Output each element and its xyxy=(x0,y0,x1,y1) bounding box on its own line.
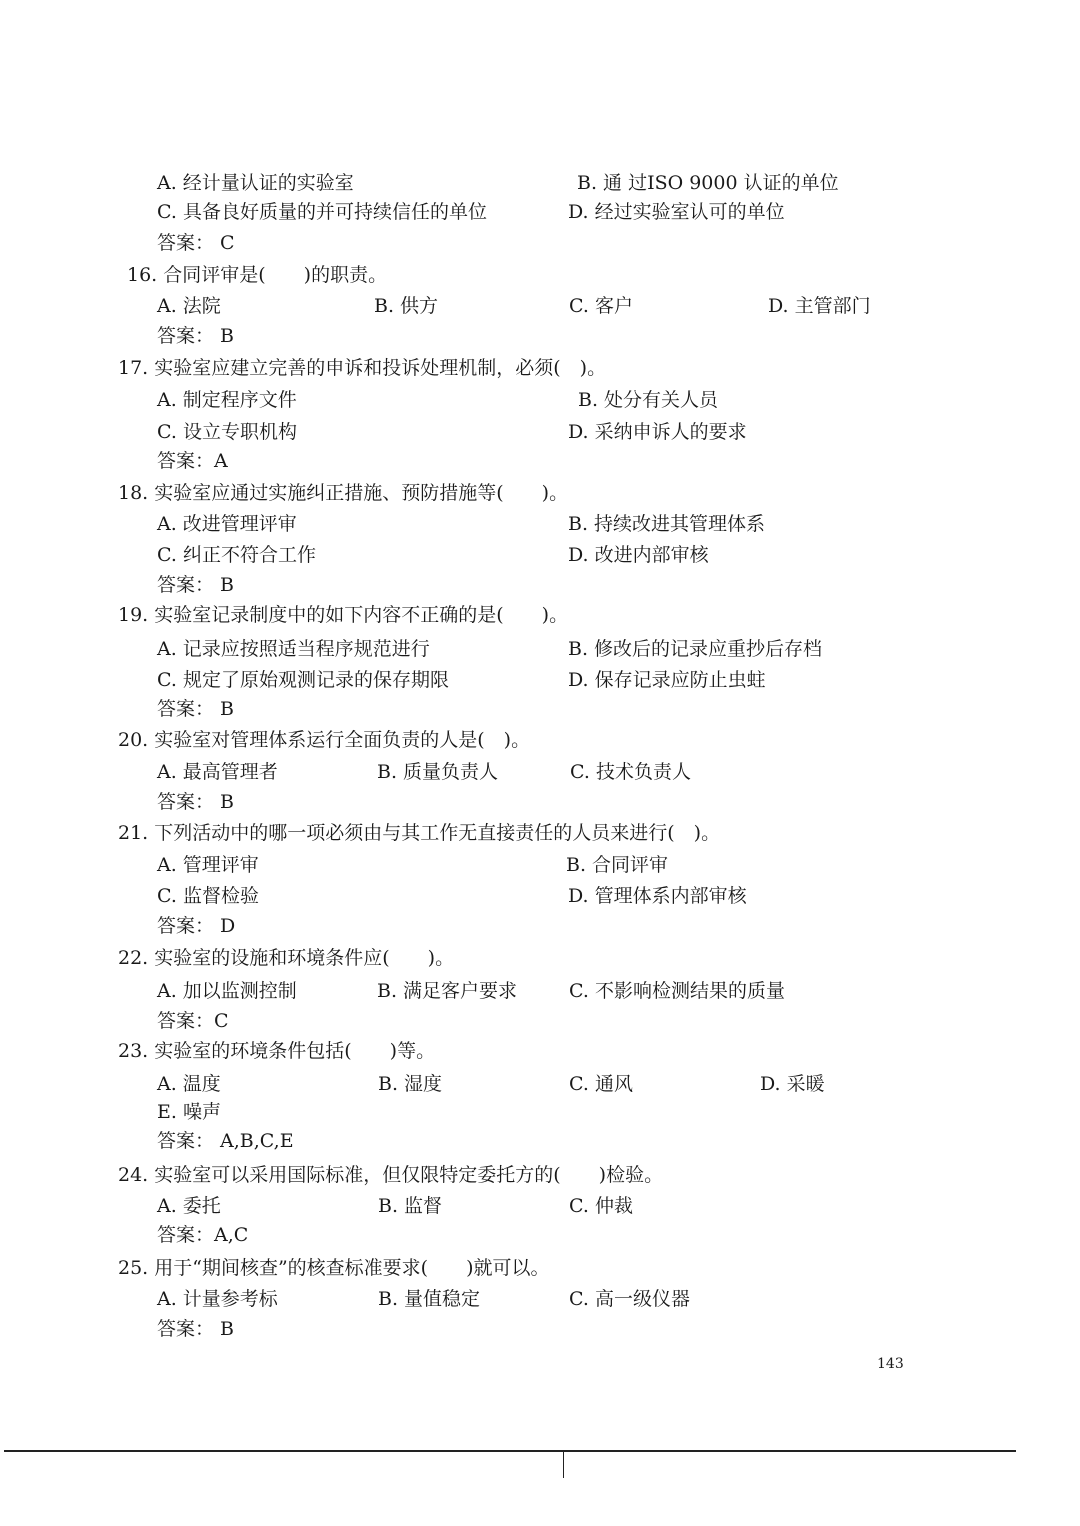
q23-stem: 23. 实验室的环境条件包括( )等。 xyxy=(118,1040,436,1062)
q15-option-b: B. 通 过ISO 9000 认证的单位 xyxy=(577,172,839,194)
q23-answer: 答案： A,B,C,E xyxy=(157,1130,294,1152)
q18-option-a: A. 改进管理评审 xyxy=(157,513,297,535)
q23-option-a: A. 温度 xyxy=(157,1073,221,1095)
q20-answer: 答案： B xyxy=(157,791,235,813)
q19-option-a: A. 记录应按照适当程序规范进行 xyxy=(157,638,430,660)
q18-option-c: C. 纠正不符合工作 xyxy=(157,544,316,566)
q18-stem: 18. 实验室应通过实施纠正措施、预防措施等( )。 xyxy=(118,482,569,504)
q20-stem: 20. 实验室对管理体系运行全面负责的人是( )。 xyxy=(118,729,531,751)
q21-option-c: C. 监督检验 xyxy=(157,885,259,907)
q16-answer: 答案： B xyxy=(157,325,235,347)
q25-option-c: C. 高一级仪器 xyxy=(569,1288,690,1310)
q25-option-a: A. 计量参考标 xyxy=(157,1288,278,1310)
q18-option-b: B. 持续改进其管理体系 xyxy=(568,513,766,535)
q20-option-a: A. 最高管理者 xyxy=(157,761,278,783)
q20-option-c: C. 技术负责人 xyxy=(570,761,691,783)
q21-option-a: A. 管理评审 xyxy=(157,854,259,876)
q25-option-b: B. 量值稳定 xyxy=(378,1288,481,1310)
q24-option-b: B. 监督 xyxy=(378,1195,443,1217)
q18-answer: 答案： B xyxy=(157,574,235,596)
q19-answer: 答案： B xyxy=(157,698,235,720)
q15-option-c: C. 具备良好质量的并可持续信任的单位 xyxy=(157,201,487,223)
q17-option-a: A. 制定程序文件 xyxy=(157,389,297,411)
q24-option-a: A. 委托 xyxy=(157,1195,221,1217)
q15-option-a: A. 经计量认证的实验室 xyxy=(157,172,354,194)
q20-option-b: B. 质量负责人 xyxy=(377,761,499,783)
q17-stem: 17. 实验室应建立完善的申诉和投诉处理机制，必须( )。 xyxy=(118,357,607,379)
q17-option-c: C. 设立专职机构 xyxy=(157,421,297,443)
q23-option-c: C. 通风 xyxy=(569,1073,633,1095)
q18-option-d: D. 改进内部审核 xyxy=(568,544,709,566)
q16-option-a: A. 法院 xyxy=(157,295,221,317)
q22-option-c: C. 不影响检测结果的质量 xyxy=(569,980,785,1002)
q25-answer: 答案： B xyxy=(157,1318,235,1340)
q16-option-d: D. 主管部门 xyxy=(768,295,871,317)
q17-option-b: B. 处分有关人员 xyxy=(578,389,719,411)
q24-option-c: C. 仲裁 xyxy=(569,1195,633,1217)
page-number: 143 xyxy=(877,1356,904,1372)
q19-option-c: C. 规定了原始观测记录的保存期限 xyxy=(157,669,449,691)
q17-answer: 答案：A xyxy=(157,450,228,472)
q22-answer: 答案：C xyxy=(157,1010,229,1032)
q22-stem: 22. 实验室的设施和环境条件应( )。 xyxy=(118,947,455,969)
q16-stem: 16. 合同评审是( )的职责。 xyxy=(127,264,388,286)
q16-option-b: B. 供方 xyxy=(374,295,439,317)
q21-stem: 21. 下列活动中的哪一项必须由与其工作无直接责任的人员来进行( )。 xyxy=(118,822,721,844)
q19-option-d: D. 保存记录应防止虫蛀 xyxy=(568,669,766,691)
q23-option-e: E. 噪声 xyxy=(157,1101,221,1123)
q15-option-d: D. 经过实验室认可的单位 xyxy=(568,201,785,223)
q19-stem: 19. 实验室记录制度中的如下内容不正确的是( )。 xyxy=(118,604,569,626)
q15-answer: 答案： C xyxy=(157,232,235,254)
q21-option-b: B. 合同评审 xyxy=(566,854,669,876)
bottom-divider xyxy=(4,1450,1016,1452)
q16-option-c: C. 客户 xyxy=(569,295,633,317)
q21-answer: 答案： D xyxy=(157,915,236,937)
q17-option-d: D. 采纳申诉人的要求 xyxy=(568,421,747,443)
q19-option-b: B. 修改后的记录应重抄后存档 xyxy=(568,638,823,660)
q22-option-a: A. 加以监测控制 xyxy=(157,980,297,1002)
center-tick xyxy=(563,1452,564,1478)
q25-stem: 25. 用于“期间核查”的核查标准要求( )就可以。 xyxy=(118,1257,550,1279)
q23-option-b: B. 湿度 xyxy=(378,1073,443,1095)
q24-stem: 24. 实验室可以采用国际标准，但仅限特定委托方的( )检验。 xyxy=(118,1164,664,1186)
q24-answer: 答案：A,C xyxy=(157,1224,249,1246)
q22-option-b: B. 满足客户要求 xyxy=(377,980,518,1002)
q21-option-d: D. 管理体系内部审核 xyxy=(568,885,747,907)
q23-option-d: D. 采暖 xyxy=(760,1073,825,1095)
